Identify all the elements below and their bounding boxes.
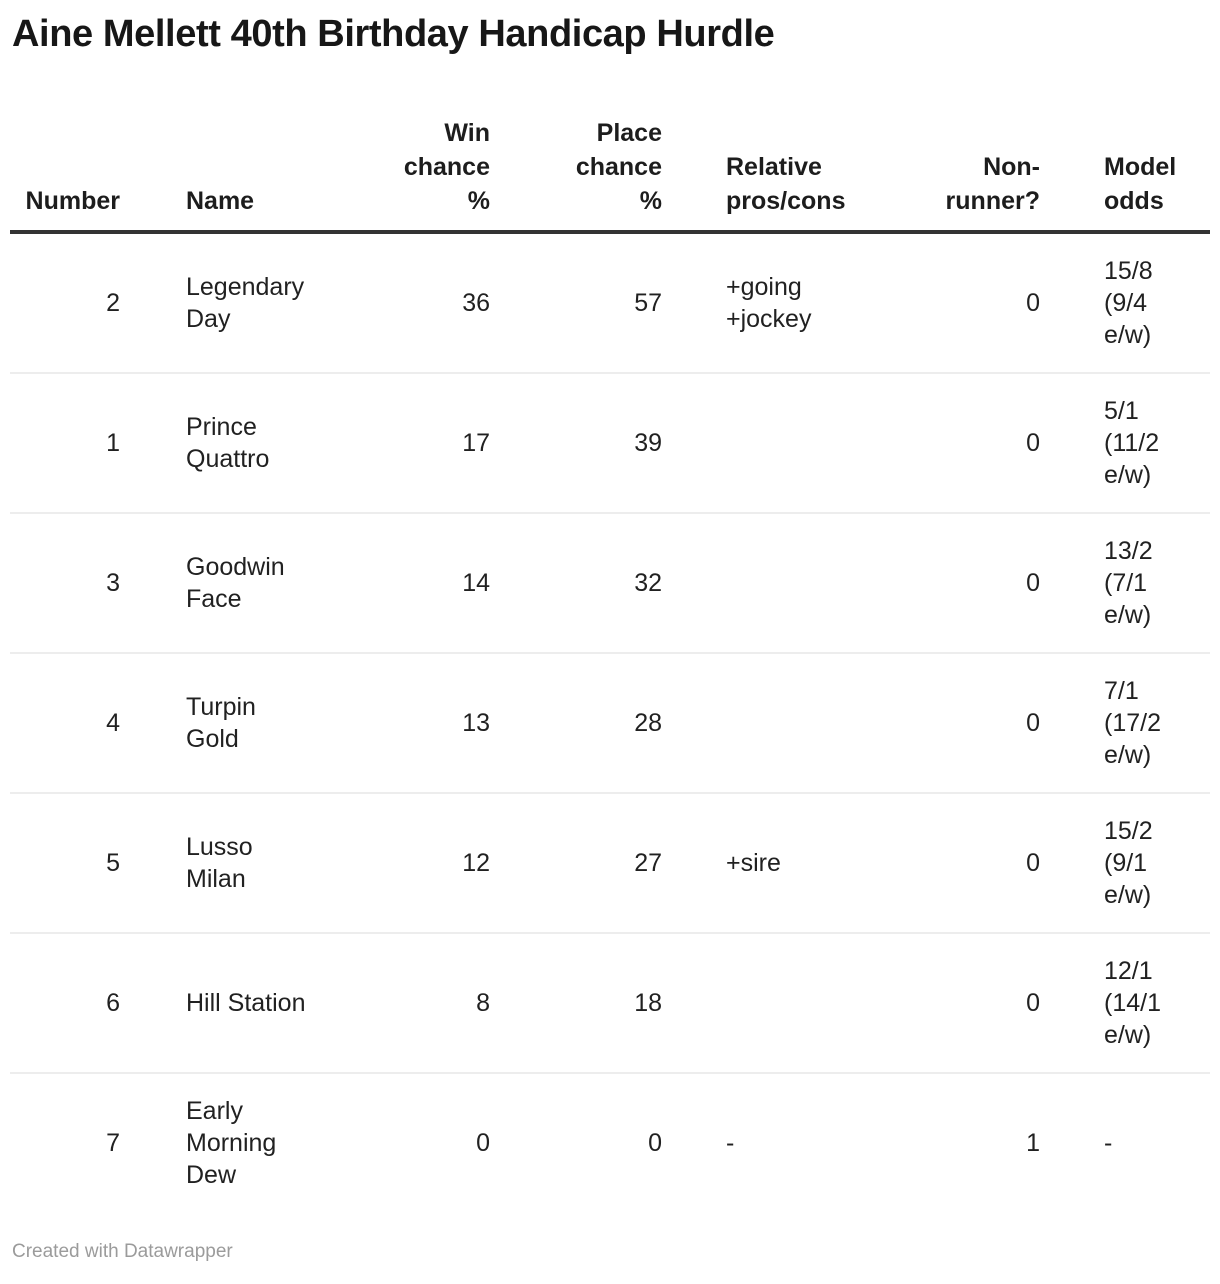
chart-footer <box>10 1212 1210 1264</box>
column-header-label: Non-runner? <box>945 153 1040 216</box>
cell-number: 4 <box>10 653 120 793</box>
table-row <box>10 1073 1210 1212</box>
cell-place-chance: 18 <box>490 933 662 1073</box>
cell-model-odds: 5/1 (11/2 e/w) <box>1040 373 1210 513</box>
cell-non-runner: 0 <box>912 232 1040 373</box>
cell-win-chance: 17 <box>390 373 490 513</box>
column-header-win-chance <box>390 116 490 232</box>
column-header-number <box>10 116 120 232</box>
cell-win-chance: 13 <box>390 653 490 793</box>
cell-non-runner: 0 <box>912 933 1040 1073</box>
cell-pros-cons <box>662 933 912 1073</box>
race-odds-table <box>10 116 1210 1212</box>
column-header-place-chance <box>490 116 662 232</box>
datawrapper-credit-link[interactable]: Created with Datawrapper <box>12 1241 233 1263</box>
table-row <box>10 232 1210 373</box>
cell-place-chance: 28 <box>490 653 662 793</box>
cell-name: Turpin Gold <box>120 653 390 793</box>
cell-number: 3 <box>10 513 120 653</box>
column-header-label: Win chance % <box>403 119 490 216</box>
column-header-label: Number <box>25 187 120 216</box>
cell-name: Legendary Day <box>120 232 390 373</box>
cell-pros-cons <box>662 653 912 793</box>
cell-pros-cons: +sire <box>662 793 912 933</box>
cell-place-chance: 32 <box>490 513 662 653</box>
cell-model-odds: 15/2 (9/1 e/w) <box>1040 793 1210 933</box>
column-header-label: Relative pros/cons <box>726 153 846 216</box>
cell-win-chance: 8 <box>390 933 490 1073</box>
cell-pros-cons: - <box>726 1129 735 1158</box>
cell-place-chance: 27 <box>490 793 662 933</box>
cell-name: Prince Quattro <box>120 373 390 513</box>
cell-win-chance: 14 <box>390 513 490 653</box>
table-row <box>10 653 1210 793</box>
cell-non-runner: 0 <box>912 653 1040 793</box>
cell-model-odds: 7/1 (17/2 e/w) <box>1040 653 1210 793</box>
cell-model-odds: 12/1 (14/1 e/w) <box>1040 933 1210 1073</box>
cell-pros-cons <box>662 373 912 513</box>
cell-number: 1 <box>10 373 120 513</box>
cell-non-runner: 1 <box>1026 1129 1040 1158</box>
cell-number: 5 <box>10 793 120 933</box>
cell-win-chance: 36 <box>390 232 490 373</box>
cell-pros-cons: +going +jockey <box>662 232 912 373</box>
cell-win-chance: 0 <box>476 1129 490 1158</box>
table-row <box>10 793 1210 933</box>
cell-name: Lusso Milan <box>120 793 390 933</box>
page-title: Aine Mellett 40th Birthday Handicap Hurdle <box>12 13 775 55</box>
column-header-non-runner <box>912 116 1040 232</box>
cell-model-odds: - <box>1104 1129 1113 1158</box>
cell-win-chance: 12 <box>390 793 490 933</box>
table-row <box>10 513 1210 653</box>
cell-name: Goodwin Face <box>120 513 390 653</box>
cell-name: Early Morning Dew <box>186 1097 277 1190</box>
cell-non-runner: 0 <box>912 513 1040 653</box>
cell-non-runner: 0 <box>912 373 1040 513</box>
column-header-name <box>120 116 390 232</box>
column-header-pros-cons <box>662 116 912 232</box>
header-row <box>10 116 1210 232</box>
cell-place-chance: 0 <box>648 1129 662 1158</box>
cell-number: 6 <box>10 933 120 1073</box>
column-header-label: Place chance % <box>575 119 662 216</box>
cell-number: 2 <box>10 232 120 373</box>
table-row <box>10 373 1210 513</box>
cell-non-runner: 0 <box>912 793 1040 933</box>
column-header-label: Model odds <box>1104 153 1177 216</box>
cell-model-odds: 13/2 (7/1 e/w) <box>1040 513 1210 653</box>
cell-model-odds: 15/8 (9/4 e/w) <box>1040 232 1210 373</box>
cell-number: 7 <box>106 1129 120 1158</box>
table-row <box>10 933 1210 1073</box>
cell-place-chance: 39 <box>490 373 662 513</box>
cell-pros-cons <box>662 513 912 653</box>
cell-name: Hill Station <box>120 933 390 1073</box>
column-header-model-odds <box>1040 116 1210 232</box>
cell-place-chance: 57 <box>490 232 662 373</box>
column-header-label: Name <box>186 187 255 216</box>
